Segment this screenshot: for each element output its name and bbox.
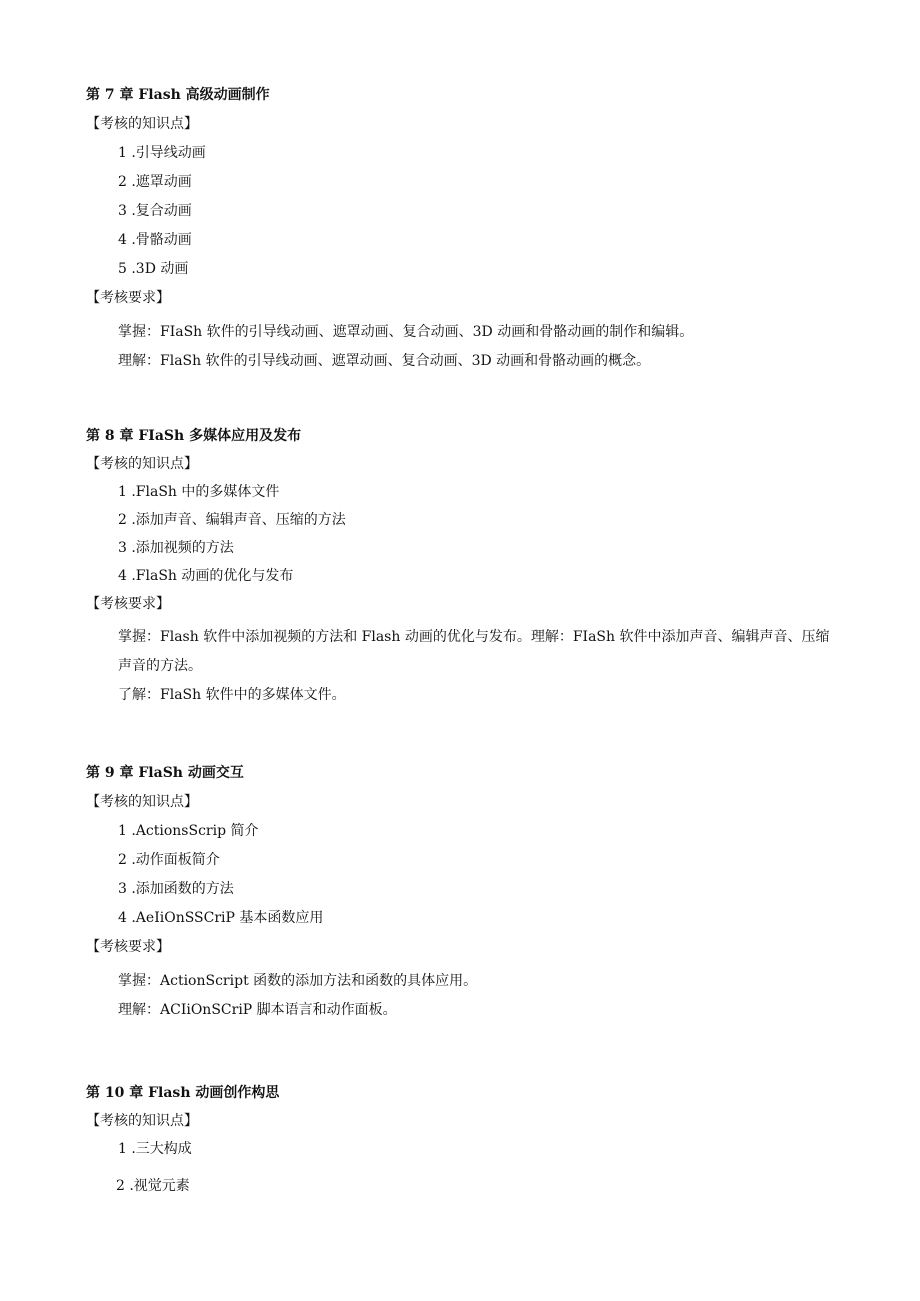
list-item: 2 .动作面板简介: [118, 852, 220, 868]
knowledge-points-heading: 【考核的知识点】: [86, 116, 198, 132]
list-item: 3 .添加视频的方法: [118, 540, 234, 556]
requirements-heading: 【考核要求】: [86, 596, 170, 612]
list-item: 4 .骨骼动画: [118, 232, 192, 248]
chapter-title: 第 10 章 Flash 动画创作构思: [86, 1085, 280, 1101]
list-item: 2 .视觉元素: [116, 1178, 190, 1194]
requirement-paragraph: 理解：FlaSh 软件的引导线动画、遮罩动画、复合动画、3D 动画和骨骼动画的概念。: [118, 353, 651, 369]
chapter-10-section: [86, 1084, 846, 1205]
requirement-paragraph: 掌握：FIaSh 软件的引导线动画、遮罩动画、复合动画、3D 动画和骨骼动画的制作和编辑。: [118, 324, 694, 340]
knowledge-points-heading: 【考核的知识点】: [86, 794, 198, 810]
list-item: 1 .引导线动画: [118, 145, 206, 161]
list-item: 1 .FlaSh 中的多媒体文件: [118, 484, 280, 500]
list-item: 3 .复合动画: [118, 203, 192, 219]
chapter-title: 第 7 章 Flash 高级动画制作: [86, 87, 270, 103]
list-item: 4 .FlaSh 动画的优化与发布: [118, 568, 294, 584]
chapter-title: 第 8 章 FIaSh 多媒体应用及发布: [86, 428, 302, 444]
list-item: 1 .三大构成: [118, 1141, 192, 1157]
list-item: 4 .AeIiOnSSCriP 基本函数应用: [118, 910, 324, 926]
chapter-7-section: [86, 86, 846, 376]
requirements-heading: 【考核要求】: [86, 290, 170, 306]
chapter-title: 第 9 章 FlaSh 动画交互: [86, 765, 244, 781]
requirements-heading: 【考核要求】: [86, 939, 170, 955]
requirement-paragraph: 了解：FlaSh 软件中的多媒体文件。: [118, 687, 346, 703]
requirement-paragraph: 理解：ACIiOnSCriP 脚本语言和动作面板。: [118, 1002, 397, 1018]
list-item: 5 .3D 动画: [118, 261, 189, 277]
knowledge-points-heading: 【考核的知识点】: [86, 456, 198, 472]
chapter-9-section: [86, 764, 846, 1025]
list-item: 1 .ActionsScrip 简介: [118, 823, 259, 839]
list-item: 2 .添加声音、编辑声音、压缩的方法: [118, 512, 346, 528]
requirement-paragraph: 掌握：ActionScript 函数的添加方法和函数的具体应用。: [118, 973, 478, 989]
chapter-8-section: [86, 427, 846, 710]
list-item: 2 .遮罩动画: [118, 174, 192, 190]
requirement-paragraph: 掌握：Flash 软件中添加视频的方法和 Flash 动画的优化与发布。理解：FIaSh 软件中添加声音、编辑声音、压缩声音的方法。: [118, 629, 830, 674]
knowledge-points-heading: 【考核的知识点】: [86, 1113, 198, 1129]
list-item: 3 .添加函数的方法: [118, 881, 234, 897]
